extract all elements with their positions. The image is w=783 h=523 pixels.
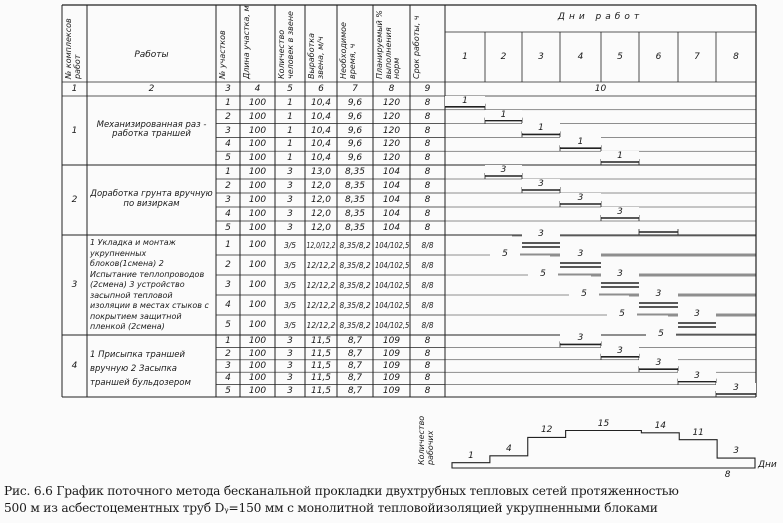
work-description: 1 Укладка и монтаж укрупненных блоков(1смена) 2 Испытание теплопроводов (2смена) 3 устройство засыпной тепловой изоляции в местах стыков с покрытием защитной пленкой (2смена) <box>90 238 209 331</box>
table-cell: 9,6 <box>347 153 363 164</box>
header-length: Длина участка, м <box>242 5 251 79</box>
table-cell: 100 <box>248 260 267 270</box>
table-cell: 8 <box>424 167 431 177</box>
table-cell: 2 <box>225 111 231 122</box>
table-cell: 100 <box>248 111 267 122</box>
column-number: 3 <box>225 84 231 94</box>
table-cell: 100 <box>248 97 267 108</box>
table-cell: 100 <box>248 320 267 330</box>
table-cell-fraction: 104/102,5 <box>374 300 409 310</box>
table-cell: 8 <box>424 111 431 122</box>
header-day-5: 5 <box>617 52 623 62</box>
histogram-step-label: 14 <box>654 420 667 431</box>
table-cell-fraction: 8/8 <box>421 260 434 270</box>
column-number: 7 <box>352 84 358 94</box>
table-cell: 9,6 <box>347 139 363 150</box>
work-description: Доработка грунта вручную по визиркам <box>90 189 213 209</box>
table-cell-fraction: 12/12,2 <box>306 320 336 330</box>
gantt-bar-label: 3 <box>522 229 560 239</box>
table-cell: 8 <box>424 336 431 347</box>
histogram-x-label: Дни <box>758 460 777 470</box>
table-cell: 10,4 <box>310 139 332 150</box>
table-cell-fraction: 104/102,5 <box>374 320 409 330</box>
table-cell-fraction: 12/12,2 <box>306 300 336 310</box>
histogram-y-label: Количество рабочих <box>417 415 435 465</box>
complex-number: 1 <box>71 125 78 136</box>
table-cell: 109 <box>382 336 401 347</box>
table-cell: 100 <box>248 209 267 219</box>
table-cell: 10,4 <box>310 153 332 164</box>
table-cell: 8,7 <box>347 385 363 396</box>
table-cell: 8 <box>424 195 431 205</box>
header-day-8: 8 <box>733 52 739 62</box>
table-cell: 100 <box>248 280 267 290</box>
gantt-bar-label: 1 <box>601 151 639 161</box>
table-cell-fraction: 3/5 <box>284 320 297 330</box>
table-cell: 8,7 <box>347 348 363 359</box>
table-cell-fraction: 8,35/8,2 <box>339 280 371 290</box>
complex-number: 3 <box>71 280 78 290</box>
gantt-bar-label: 1 <box>485 110 522 120</box>
table-cell: 100 <box>248 153 267 164</box>
table-cell-fraction: 8/8 <box>421 240 434 250</box>
header-complex: № комплексов работ <box>64 18 82 79</box>
complex-number: 4 <box>71 361 78 371</box>
table-cell: 2 <box>225 348 231 359</box>
work-description: Механизированная раз - работка траншей <box>96 119 207 139</box>
table-cell-fraction: 3/5 <box>284 280 297 290</box>
table-cell: 104 <box>382 181 401 191</box>
table-cell: 104 <box>382 209 401 219</box>
table-cell-fraction: 8,35/8,2 <box>339 320 371 330</box>
histogram-days-total: 8 <box>724 470 731 480</box>
table-cell-fraction: 8,35/8,2 <box>339 240 371 250</box>
table-cell: 100 <box>248 300 267 310</box>
table-cell: 8 <box>424 348 431 359</box>
table-cell: 3 <box>225 361 231 371</box>
gantt-bar-label-2: 5 <box>646 329 676 339</box>
table-cell-fraction: 104/102,5 <box>374 240 409 250</box>
table-cell: 8 <box>424 385 431 396</box>
gantt-bar-label: 3 <box>560 249 601 259</box>
table-cell: 3 <box>287 195 293 205</box>
table-cell: 8 <box>424 373 431 384</box>
table-cell: 9,6 <box>347 111 363 122</box>
gantt-bar-label: 3 <box>639 289 678 299</box>
column-number: 6 <box>318 84 324 94</box>
header-day-6: 6 <box>655 52 662 62</box>
table-cell: 12,0 <box>310 181 332 191</box>
table-cell: 8,35 <box>344 181 366 191</box>
table-cell: 12,0 <box>310 209 332 219</box>
gantt-bar-label: 3 <box>678 309 716 319</box>
table-cell: 3 <box>225 125 231 136</box>
table-cell: 100 <box>248 240 267 250</box>
table-cell: 100 <box>248 361 267 371</box>
caption-line-1: Рис. 6.6 График поточного метода бесканальной прокладки двухтрубных тепловых сетей протяженностью <box>4 484 679 498</box>
histogram-step-label: 11 <box>692 427 704 438</box>
table-cell: 120 <box>382 153 401 164</box>
table-cell: 1 <box>225 97 231 108</box>
table-cell: 4 <box>225 209 231 219</box>
table-cell: 3 <box>225 195 231 205</box>
gantt-bar-label: 1 <box>445 96 485 106</box>
table-cell-fraction: 104/102,5 <box>374 280 409 290</box>
table-cell: 10,4 <box>310 97 332 108</box>
table-cell: 1 <box>287 111 293 122</box>
table-cell: 100 <box>248 385 267 396</box>
table-cell: 3 <box>287 223 293 233</box>
gantt-bar-label: 3 <box>639 358 678 368</box>
table-cell: 8,35 <box>344 209 366 219</box>
table-cell: 3 <box>225 280 231 290</box>
table-cell: 11,5 <box>310 336 332 347</box>
table-cell: 8 <box>424 97 431 108</box>
gantt-bar-label-2: 5 <box>490 249 520 259</box>
gantt-bar-label: 3 <box>601 346 639 356</box>
table-cell: 12,0 <box>310 223 332 233</box>
gantt-bar-label: 3 <box>560 193 601 203</box>
table-cell: 100 <box>248 348 267 359</box>
column-number: 1 <box>71 84 78 94</box>
table-cell: 109 <box>382 361 401 371</box>
table-cell: 109 <box>382 373 401 384</box>
histogram-step-label: 3 <box>733 446 739 457</box>
table-cell: 3 <box>287 181 293 191</box>
table-cell: 2 <box>225 260 231 270</box>
table-cell: 100 <box>248 336 267 347</box>
table-cell: 8 <box>424 139 431 150</box>
table-cell: 100 <box>248 125 267 136</box>
table-cell: 8,7 <box>347 361 363 371</box>
table-cell: 3 <box>287 167 293 177</box>
histogram-step-label: 12 <box>540 425 553 436</box>
histogram-step-label: 15 <box>597 418 610 429</box>
header-days-title: Дни работ <box>557 12 644 22</box>
table-cell: 9,6 <box>347 97 363 108</box>
table-cell: 5 <box>225 223 231 233</box>
table-cell: 104 <box>382 195 401 205</box>
header-works: Работы <box>134 50 169 60</box>
table-cell-fraction: 3/5 <box>284 300 297 310</box>
table-cell: 8 <box>424 125 431 136</box>
table-cell-fraction: 12/12,2 <box>306 280 336 290</box>
table-cell: 3 <box>287 361 293 371</box>
table-cell: 13,0 <box>310 167 332 177</box>
gantt-bar-label: 3 <box>485 165 522 175</box>
table-cell: 104 <box>382 167 401 177</box>
gantt-bar-label: 3 <box>716 383 756 393</box>
table-cell: 3 <box>287 385 293 396</box>
column-number: 10 <box>594 84 607 94</box>
table-cell: 8,35 <box>344 223 366 233</box>
table-cell: 10,4 <box>310 111 332 122</box>
table-cell: 3 <box>287 336 293 347</box>
table-cell: 100 <box>248 139 267 150</box>
complex-number: 2 <box>71 195 78 205</box>
table-cell: 11,5 <box>310 361 332 371</box>
table-cell: 2 <box>225 181 231 191</box>
table-cell-fraction: 8/8 <box>421 300 434 310</box>
table-cell: 4 <box>225 373 231 384</box>
histogram-step-label: 1 <box>468 450 474 461</box>
table-cell: 5 <box>225 385 231 396</box>
table-cell: 109 <box>382 348 401 359</box>
table-cell: 100 <box>248 167 267 177</box>
column-number: 2 <box>148 84 155 94</box>
gantt-bar-label: 3 <box>601 207 639 217</box>
table-cell-fraction: 8/8 <box>421 280 434 290</box>
header-term: Срок работы, ч <box>412 15 421 79</box>
table-cell: 120 <box>382 111 401 122</box>
table-cell: 3 <box>287 373 293 384</box>
column-number: 5 <box>287 84 293 94</box>
table-cell: 1 <box>287 153 293 164</box>
table-cell: 11,5 <box>310 348 332 359</box>
table-cell: 104 <box>382 223 401 233</box>
table-cell: 8 <box>424 209 431 219</box>
table-cell-fraction: 12/12,2 <box>306 260 336 270</box>
table-cell-fraction: 3/5 <box>284 240 297 250</box>
table-cell: 1 <box>287 97 293 108</box>
table-cell: 4 <box>225 139 231 150</box>
gantt-bar-label-2: 5 <box>607 309 637 319</box>
table-cell: 109 <box>382 385 401 396</box>
table-cell: 100 <box>248 373 267 384</box>
table-cell-fraction: 104/102,5 <box>374 260 409 270</box>
gantt-bar-label: 3 <box>601 269 639 279</box>
table-cell-fraction: 8,35/8,2 <box>339 300 371 310</box>
table-cell: 1 <box>225 240 231 250</box>
table-cell: 120 <box>382 125 401 136</box>
header-people: Количество человек в звене <box>277 11 295 79</box>
gantt-bar-label: 3 <box>560 333 601 343</box>
column-number: 8 <box>388 84 395 94</box>
gantt-bar-label: 3 <box>678 371 716 381</box>
gantt-bar-label: 3 <box>522 179 560 189</box>
table-cell: 1 <box>287 125 293 136</box>
table-cell: 1 <box>287 139 293 150</box>
table-cell: 8 <box>424 223 431 233</box>
header-section-no: № участков <box>218 30 227 79</box>
gantt-bar-label-2: 5 <box>528 269 558 279</box>
gantt-bar-label-2: 5 <box>569 289 599 299</box>
header-day-3: 3 <box>538 52 544 62</box>
gantt-bar-label: 1 <box>560 137 601 147</box>
table-cell: 8 <box>424 361 431 371</box>
table-cell: 10,4 <box>310 125 332 136</box>
table-cell: 9,6 <box>347 125 363 136</box>
table-cell: 11,5 <box>310 385 332 396</box>
histogram-step-label: 4 <box>505 443 512 454</box>
table-cell: 120 <box>382 97 401 108</box>
header-day-4: 4 <box>577 52 584 62</box>
header-time: Необходимое время, ч <box>339 22 357 79</box>
table-cell: 120 <box>382 139 401 150</box>
table-cell: 3 <box>287 209 293 219</box>
header-day-7: 7 <box>694 52 700 62</box>
column-number: 4 <box>254 84 261 94</box>
table-cell: 1 <box>225 336 231 347</box>
table-cell-fraction: 8,35/8,2 <box>339 260 371 270</box>
table-cell: 8 <box>424 181 431 191</box>
gantt-bar-label: 1 <box>522 123 560 133</box>
table-cell: 8 <box>424 153 431 164</box>
table-cell: 1 <box>225 167 231 177</box>
table-cell: 3 <box>287 348 293 359</box>
caption-line-2: 500 м из асбестоцементных труб Dᵧ=150 мм с монолитной тепловойизоляцией укрупненными блоками <box>4 501 658 515</box>
table-cell: 5 <box>225 320 231 330</box>
table-cell: 8,7 <box>347 336 363 347</box>
table-cell: 11,5 <box>310 373 332 384</box>
table-cell: 12,0 <box>310 195 332 205</box>
table-cell: 8,7 <box>347 373 363 384</box>
column-number: 9 <box>424 84 431 94</box>
header-plan: Планируемый % выполнения норм <box>375 10 401 79</box>
work-description: 1 Присыпка траншей вручную 2 Засыпка траншей бульдозером <box>90 350 191 388</box>
table-cell-fraction: 8/8 <box>421 320 434 330</box>
header-day-1: 1 <box>462 52 468 62</box>
table-cell: 5 <box>225 153 231 164</box>
table-cell-fraction: 12,0/12,2 <box>306 240 336 250</box>
table-cell: 8,35 <box>344 195 366 205</box>
table-cell: 100 <box>248 223 267 233</box>
table-cell: 100 <box>248 195 267 205</box>
header-output: Выработка звена, м/ч <box>307 32 325 79</box>
table-cell-fraction: 3/5 <box>284 260 297 270</box>
header-day-2: 2 <box>500 52 507 62</box>
table-cell: 100 <box>248 181 267 191</box>
table-cell: 4 <box>225 300 231 310</box>
table-cell: 8,35 <box>344 167 366 177</box>
